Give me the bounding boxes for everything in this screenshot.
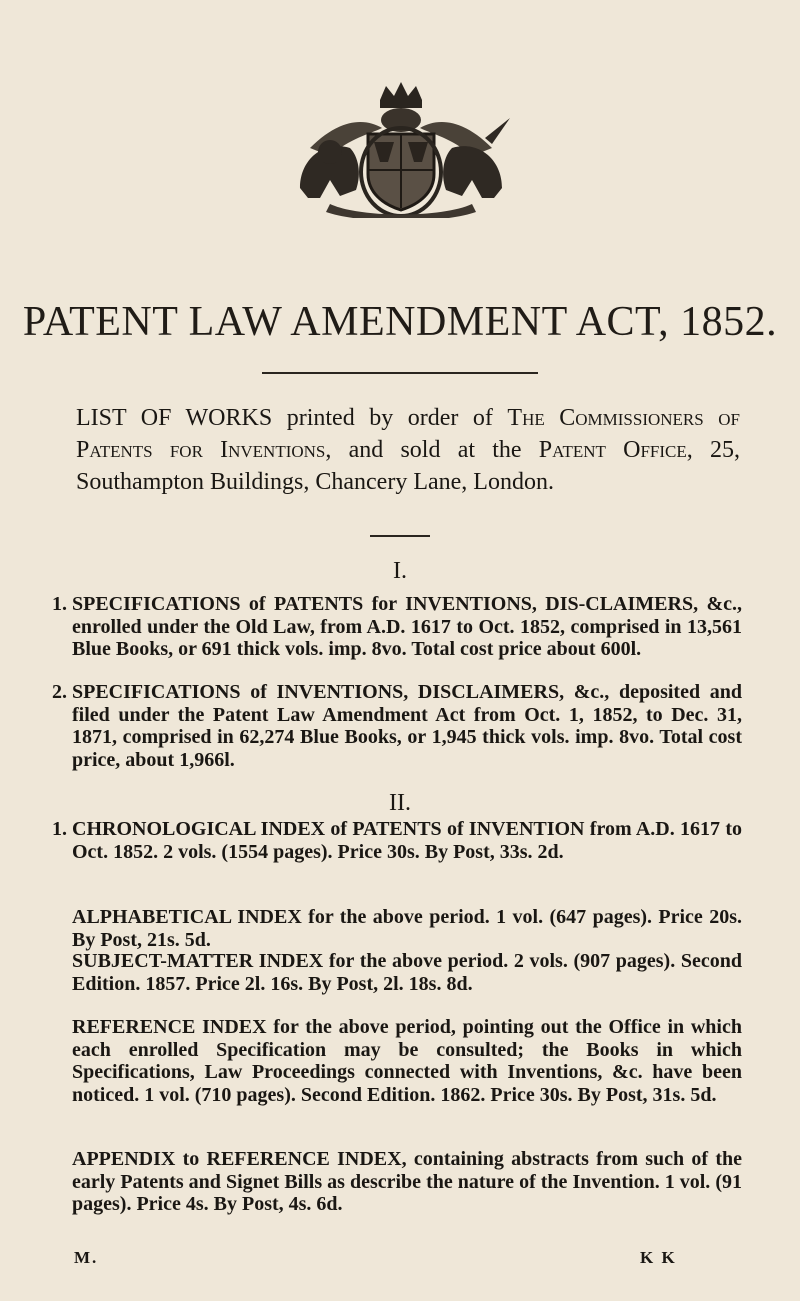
list-item-number: 1.	[52, 818, 67, 840]
intro-rule	[370, 535, 430, 537]
list-item	[52, 681, 742, 771]
signature-mark: M.	[74, 1248, 99, 1267]
list-item-text: SUBJECT-MATTER INDEX for the above period. 2 vols. (907 pages). Second Edition. 1857. Price 2l. 16s. By Post, 2l. 18s. 8d.	[72, 950, 742, 995]
list-item	[52, 1016, 742, 1106]
document-title: PATENT LAW AMENDMENT ACT, 1852.	[22, 299, 778, 345]
list-item	[52, 950, 742, 995]
intro-text-1: LIST OF WORKS printed by order of	[76, 405, 508, 431]
list-item	[52, 818, 742, 863]
list-item-number: 2.	[52, 681, 67, 703]
royal-coat-of-arms-icon	[270, 78, 532, 218]
list-item	[52, 593, 742, 661]
section-heading-2: II.	[389, 790, 411, 816]
intro-text-2: , and sold at the	[325, 437, 539, 463]
list-item-text: REFERENCE INDEX for the above period, pointing out the Office in which each enrolled Specification may be consulted; the Books in which Specifications, Law Proceedings connected with Inventions, &c. have been noticed. 1 vol. (710 pages). Second Edition. 1862. Price 30s. By Post, 31s. 5d.	[72, 1016, 742, 1106]
catchword-signature: K K	[640, 1248, 677, 1267]
list-item-text: APPENDIX to REFERENCE INDEX, containing abstracts from such of the early Patents and Signet Bills as describe the nature of the Invention. 1 vol. (91 pages). Price 4s. By Post, 4s. 6d.	[72, 1148, 742, 1215]
list-item-number: 1.	[52, 593, 67, 615]
list-item-text: SPECIFICATIONS of INVENTIONS, DISCLAIMERS, &c., deposited and filed under the Patent Law Amendment Act from Oct. 1, 1852, to Dec. 31, 1871, comprised in 62,274 Blue Books, or 1,945 thick vols. imp. 8vo. Total cost price, about 1,966l.	[72, 681, 742, 771]
list-item	[52, 906, 742, 951]
intro-patent-office: Patent Office	[538, 437, 687, 463]
list-item-text: ALPHABETICAL INDEX for the above period. 1 vol. (647 pages). Price 20s. By Post, 21s. 5d.	[72, 906, 742, 951]
section-heading-1: I.	[393, 558, 407, 584]
intro-commissioners: The Commissioners of Patents for Inventions	[76, 405, 740, 463]
intro-text-3: , 25, Southampton Buildings, Chancery Lane, London.	[76, 437, 740, 495]
title-rule	[262, 372, 538, 374]
list-item-text: SPECIFICATIONS of PATENTS for INVENTIONS, DIS-CLAIMERS, &c., enrolled under the Old Law, from A.D. 1617 to Oct. 1852, comprised in 13,561 Blue Books, or 691 thick vols. imp. 8vo. Total cost price about 600l.	[72, 593, 742, 660]
intro-paragraph	[76, 402, 740, 498]
list-item-text: CHRONOLOGICAL INDEX of PATENTS of INVENTION from A.D. 1617 to Oct. 1852. 2 vols. (1554 pages). Price 30s. By Post, 33s. 2d.	[72, 818, 742, 863]
list-item	[52, 1148, 742, 1216]
